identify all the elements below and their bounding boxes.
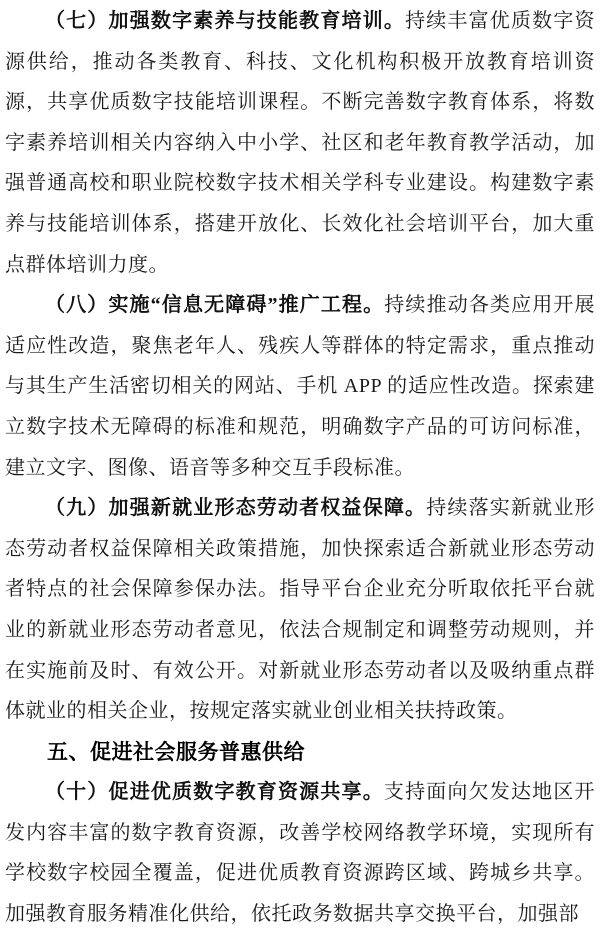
paragraph-item-7: [5, 1, 595, 285]
paragraph-8-lead: （八）实施“信息无障碍”推广工程。: [45, 294, 385, 317]
paragraph-item-8: [5, 285, 595, 488]
section-heading-5: 五、促进社会服务普惠供给: [47, 739, 305, 764]
paragraph-9-lead: （九）加强新就业形态劳动者权益保障。: [45, 497, 427, 520]
paragraph-10-lead: （十）促进优质数字教育资源共享。: [45, 781, 384, 804]
paragraph-10-body: 支持面向欠发达地区开发内容丰富的数字教育资源，改善学校网络教学环境，实现所有学校数字校园全覆盖，促进优质教育资源跨区域、跨城乡共享。加强教育服务精准化供给，依托政务数据共享交换平台，加强部: [5, 781, 596, 926]
paragraph-item-10: [5, 772, 595, 934]
paragraph-7-body: 持续丰富优质数字资源供给，推动各类教育、科技、文化机构积极开放教育培训资源，共享优质数字技能培训课程。不断完善数字教育体系，将数字素养培训相关内容纳入中小学、社区和老年教育教学活动，加强普通高校和职业院校数字技术相关学科专业建设。构建数字素养与技能培训体系，搭建开放化、长效化社会培训平台，加大重点群体培训力度。: [5, 10, 596, 276]
paragraph-8-body: 持续推动各类应用开展适应性改造，聚焦老年人、残疾人等群体的特定需求，重点推动与其生产生活密切相关的网站、手机 APP 的适应性改造。探索建立数字技术无障碍的标准和规范，明确数字产品的可访问标准，建立文字、图像、语音等多种交互手段标准。: [5, 294, 596, 479]
paragraph-7-lead: （七）加强数字素养与技能教育培训。: [45, 10, 406, 32]
paragraph-item-9: [5, 488, 595, 732]
paragraph-9-body: 持续落实新就业形态劳动者权益保障相关政策措施，加快探索适合新就业形态劳动者特点的社会保障参保办法。指导平台企业充分听取依托平台就业的新就业形态劳动者意见，依法合规制定和调整劳动规则，并在实施前及时、有效公开。对新就业形态劳动者以及吸纳重点群体就业的相关企业，按规定落实就业创业相关扶持政策。: [5, 497, 596, 723]
